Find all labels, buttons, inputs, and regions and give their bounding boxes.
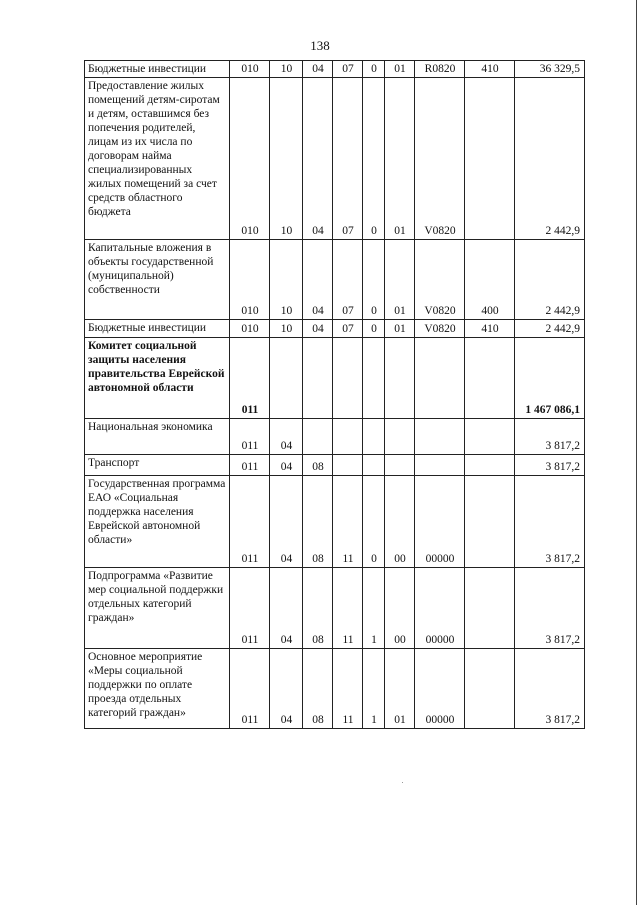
- cell-code: 011: [230, 338, 270, 419]
- cell-code: 00000: [415, 649, 465, 729]
- cell-amount: 3 817,2: [515, 568, 585, 649]
- cell-code: 04: [303, 78, 333, 240]
- cell-code: 01: [385, 320, 415, 338]
- cell-code: [303, 338, 333, 419]
- cell-code: 010: [230, 78, 270, 240]
- cell-amount: 3 817,2: [515, 455, 585, 476]
- table-row: [85, 338, 585, 419]
- cell-code: 00000: [415, 476, 465, 568]
- cell-code: 1: [363, 649, 385, 729]
- cell-code: [363, 419, 385, 455]
- cell-code: [385, 419, 415, 455]
- cell-code: 0: [363, 240, 385, 320]
- row-name: Основное мероприятие «Меры социальной поддержки по оплате проезда отдельных категорий граждан»: [85, 649, 230, 729]
- cell-code: [465, 419, 515, 455]
- cell-amount: 1 467 086,1: [515, 338, 585, 419]
- cell-code: 07: [333, 61, 363, 78]
- cell-code: 410: [465, 320, 515, 338]
- cell-code: 011: [230, 568, 270, 649]
- cell-code: [415, 455, 465, 476]
- cell-amount: 2 442,9: [515, 240, 585, 320]
- cell-code: [465, 455, 515, 476]
- cell-code: [465, 476, 515, 568]
- cell-code: 01: [385, 78, 415, 240]
- cell-code: 410: [465, 61, 515, 78]
- cell-code: [270, 338, 303, 419]
- cell-code: 01: [385, 649, 415, 729]
- cell-code: [333, 419, 363, 455]
- cell-code: 04: [303, 320, 333, 338]
- cell-amount: 3 817,2: [515, 419, 585, 455]
- cell-code: [415, 338, 465, 419]
- cell-code: 07: [333, 240, 363, 320]
- cell-code: [465, 338, 515, 419]
- table-row: [85, 419, 585, 455]
- cell-code: [363, 338, 385, 419]
- table-row: [85, 455, 585, 476]
- budget-table: [84, 60, 585, 729]
- row-name: Государственная программа ЕАО «Социальная поддержка населения Еврейской автономной области»: [85, 476, 230, 568]
- cell-code: 08: [303, 455, 333, 476]
- page-number: 138: [310, 38, 330, 53]
- cell-code: 1: [363, 568, 385, 649]
- table-row: [85, 568, 585, 649]
- cell-code: 0: [363, 78, 385, 240]
- row-name: Национальная экономика: [85, 419, 230, 455]
- cell-amount: 2 442,9: [515, 320, 585, 338]
- scan-speck: [402, 782, 403, 783]
- cell-code: 00: [385, 476, 415, 568]
- cell-amount: 2 442,9: [515, 78, 585, 240]
- cell-code: 11: [333, 649, 363, 729]
- cell-code: 04: [303, 61, 333, 78]
- cell-code: 04: [270, 476, 303, 568]
- row-name: Транспорт: [85, 455, 230, 476]
- row-name: Предоставление жилых помещений детям-сиротам и детям, оставшимся без попечения родителей, лицам из их числа по договорам найма специализированных жилых помещений за счет средств областного бюджета: [85, 78, 230, 240]
- cell-code: 04: [270, 649, 303, 729]
- cell-amount: 3 817,2: [515, 476, 585, 568]
- cell-code: V0820: [415, 240, 465, 320]
- cell-code: 04: [303, 240, 333, 320]
- cell-code: 400: [465, 240, 515, 320]
- cell-code: R0820: [415, 61, 465, 78]
- cell-code: [415, 419, 465, 455]
- cell-code: [465, 649, 515, 729]
- cell-code: 0: [363, 476, 385, 568]
- table-row: [85, 240, 585, 320]
- cell-code: 0: [363, 320, 385, 338]
- cell-code: 07: [333, 78, 363, 240]
- cell-code: 04: [270, 568, 303, 649]
- cell-code: 10: [270, 320, 303, 338]
- cell-amount: 36 329,5: [515, 61, 585, 78]
- cell-code: 011: [230, 455, 270, 476]
- table-row: [85, 78, 585, 240]
- cell-code: 10: [270, 78, 303, 240]
- cell-code: 01: [385, 240, 415, 320]
- cell-code: 10: [270, 61, 303, 78]
- cell-code: 0: [363, 61, 385, 78]
- cell-code: 11: [333, 568, 363, 649]
- cell-code: [465, 78, 515, 240]
- cell-code: 011: [230, 419, 270, 455]
- cell-code: 08: [303, 568, 333, 649]
- cell-code: 011: [230, 476, 270, 568]
- row-name: Бюджетные инвестиции: [85, 320, 230, 338]
- cell-code: [333, 338, 363, 419]
- cell-code: 010: [230, 240, 270, 320]
- cell-code: V0820: [415, 78, 465, 240]
- cell-code: 11: [333, 476, 363, 568]
- cell-code: 10: [270, 240, 303, 320]
- cell-code: 00: [385, 568, 415, 649]
- cell-code: [465, 568, 515, 649]
- row-name: Подпрограмма «Развитие мер социальной поддержки отдельных категорий граждан»: [85, 568, 230, 649]
- table-row: [85, 649, 585, 729]
- row-name: Бюджетные инвестиции: [85, 61, 230, 78]
- cell-code: [363, 455, 385, 476]
- table-row: [85, 61, 585, 78]
- table-row: [85, 476, 585, 568]
- cell-code: 04: [270, 419, 303, 455]
- table-row: [85, 320, 585, 338]
- cell-code: 00000: [415, 568, 465, 649]
- page-edge-line: [636, 0, 637, 905]
- cell-code: 08: [303, 476, 333, 568]
- cell-code: [333, 455, 363, 476]
- cell-code: V0820: [415, 320, 465, 338]
- cell-code: 01: [385, 61, 415, 78]
- cell-code: 010: [230, 61, 270, 78]
- cell-code: 011: [230, 649, 270, 729]
- cell-code: [303, 419, 333, 455]
- row-name: Комитет социальной защиты населения правительства Еврейской автономной области: [85, 338, 230, 419]
- cell-code: [385, 338, 415, 419]
- cell-code: [385, 455, 415, 476]
- cell-amount: 3 817,2: [515, 649, 585, 729]
- cell-code: 08: [303, 649, 333, 729]
- row-name: Капитальные вложения в объекты государственной (муниципальной) собственности: [85, 240, 230, 320]
- cell-code: 07: [333, 320, 363, 338]
- cell-code: 010: [230, 320, 270, 338]
- cell-code: 04: [270, 455, 303, 476]
